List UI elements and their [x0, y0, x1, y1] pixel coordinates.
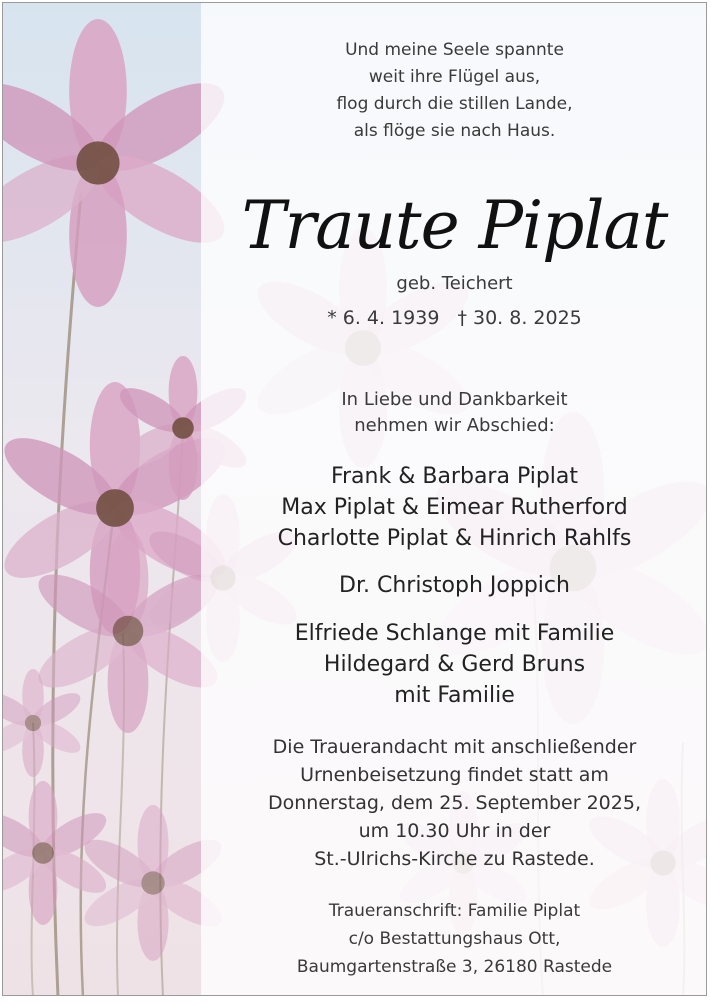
birth-date: * 6. 4. 1939 [327, 307, 440, 329]
address-line: Traueranschrift: Familie Piplat [328, 901, 581, 921]
farewell-intro [201, 387, 707, 439]
mourners-family [201, 461, 707, 554]
poem [201, 37, 707, 145]
mourner-name: Dr. Christoph Joppich [339, 573, 570, 598]
mourner-name: Elfriede Schlange mit Familie [294, 621, 615, 646]
poem-line: Und meine Seele spannte [345, 40, 564, 60]
service-line: Die Trauerandacht mit anschließender [272, 736, 637, 758]
poem-line: weit ihre Flügel aus, [368, 67, 541, 87]
poem-line: flog durch die stillen Lande, [336, 94, 573, 114]
mourning-address [201, 897, 707, 981]
mourner-name: Hildegard & Gerd Bruns [323, 652, 586, 677]
address-line: c/o Bestattungshaus Ott, [348, 929, 561, 949]
service-line: St.-Ulrichs-Kirche zu Rastede. [314, 848, 595, 870]
intro-line: nehmen wir Abschied: [354, 415, 555, 436]
life-dates [201, 303, 707, 333]
intro-line: In Liebe und Dankbarkeit [341, 389, 568, 410]
mourner-name: Max Piplat & Eimear Rutherford [281, 495, 628, 520]
service-line: Urnenbeisetzung findet statt am [300, 764, 609, 786]
service-details [201, 733, 707, 873]
mourners-relatives [201, 618, 707, 711]
deceased-name: Traute Piplat [241, 187, 668, 264]
obituary-card [2, 2, 707, 996]
mourner-name: mit Familie [394, 683, 515, 708]
service-line: Donnerstag, dem 25. September 2025, [268, 792, 641, 814]
mourners-second [201, 570, 707, 601]
death-date: † 30. 8. 2025 [457, 307, 582, 329]
mourner-name: Charlotte Piplat & Hinrich Rahlfs [277, 526, 632, 551]
service-line: um 10.30 Uhr in der [358, 820, 551, 842]
maiden-name: geb. Teichert [396, 273, 513, 294]
mourner-name: Frank & Barbara Piplat [330, 464, 579, 489]
obituary-text-area [201, 3, 707, 996]
poem-line: als flöge sie nach Haus. [353, 121, 556, 141]
address-line: Baumgartenstraße 3, 26180 Rastede [296, 957, 613, 977]
